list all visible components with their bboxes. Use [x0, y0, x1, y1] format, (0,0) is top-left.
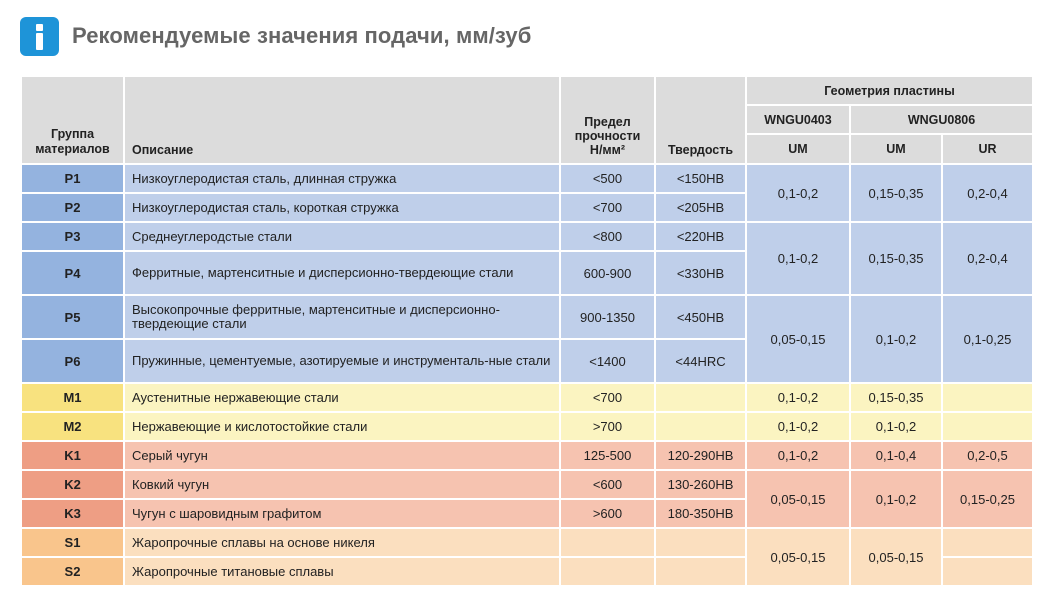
feed-um-0403: 0,1-0,2: [746, 412, 850, 441]
header-um-0806: UM: [850, 134, 942, 164]
feed-ur-0806: [942, 557, 1033, 586]
feed-um-0403: 0,05-0,15: [746, 528, 850, 586]
feed-ur-0806: [942, 412, 1033, 441]
group-code: S1: [21, 528, 124, 557]
feed-um-0806: 0,05-0,15: [850, 528, 942, 586]
feed-um-0806: 0,15-0,35: [850, 383, 942, 412]
feed-um-0403: 0,1-0,2: [746, 164, 850, 222]
material-description: Низкоуглеродистая сталь, длинная стружка: [124, 164, 560, 193]
header-strength: Предел прочности Н/мм²: [560, 76, 655, 164]
table-row: [21, 383, 1033, 412]
material-description: Ферритные, мартенситные и дисперсионно-твердеющие стали: [124, 251, 560, 295]
hardness-value: [655, 557, 746, 586]
info-icon: [20, 17, 59, 56]
material-description: Нержавеющие и кислотостойкие стали: [124, 412, 560, 441]
feed-ur-0806: 0,2-0,4: [942, 222, 1033, 295]
strength-value: 900-1350: [560, 295, 655, 339]
table-row: [21, 222, 1033, 251]
hardness-value: [655, 528, 746, 557]
hardness-value: [655, 412, 746, 441]
group-code: P5: [21, 295, 124, 339]
table-row: [21, 441, 1033, 470]
strength-value: <1400: [560, 339, 655, 383]
group-code: P6: [21, 339, 124, 383]
group-code: K2: [21, 470, 124, 499]
material-description: Серый чугун: [124, 441, 560, 470]
strength-value: 125-500: [560, 441, 655, 470]
feed-ur-0806: 0,2-0,4: [942, 164, 1033, 222]
hardness-value: <44HRC: [655, 339, 746, 383]
hardness-value: <330HB: [655, 251, 746, 295]
material-description: Чугун с шаровидным графитом: [124, 499, 560, 528]
header-wngu0403: WNGU0403: [746, 105, 850, 134]
group-code: M2: [21, 412, 124, 441]
feed-um-0403: 0,1-0,2: [746, 383, 850, 412]
feed-ur-0806: [942, 383, 1033, 412]
material-description: Жаропрочные сплавы на основе никеля: [124, 528, 560, 557]
strength-value: <600: [560, 470, 655, 499]
feed-ur-0806: [942, 528, 1033, 557]
feed-um-0806: 0,15-0,35: [850, 164, 942, 222]
header-hardness: Твердость: [655, 76, 746, 164]
table-row: [21, 412, 1033, 441]
header-ur-0806: UR: [942, 134, 1033, 164]
feed-ur-0806: 0,15-0,25: [942, 470, 1033, 528]
page-title: Рекомендуемые значения подачи, мм/зуб: [72, 23, 532, 48]
hardness-value: <150HB: [655, 164, 746, 193]
feed-um-0806: 0,1-0,2: [850, 470, 942, 528]
hardness-value: 120-290HB: [655, 441, 746, 470]
material-description: Среднеуглеродстые стали: [124, 222, 560, 251]
group-code: S2: [21, 557, 124, 586]
strength-value: <700: [560, 383, 655, 412]
feed-um-0403: 0,05-0,15: [746, 295, 850, 383]
hardness-value: <205HB: [655, 193, 746, 222]
hardness-value: <450HB: [655, 295, 746, 339]
header-insert-geometry: Геометрия пластины: [746, 76, 1033, 105]
feed-um-0806: 0,1-0,4: [850, 441, 942, 470]
feed-ur-0806: 0,1-0,25: [942, 295, 1033, 383]
page-header: [20, 16, 531, 56]
hardness-value: [655, 383, 746, 412]
group-code: P4: [21, 251, 124, 295]
group-code: K1: [21, 441, 124, 470]
hardness-value: 130-260HB: [655, 470, 746, 499]
group-code: P2: [21, 193, 124, 222]
material-description: Низкоуглеродистая сталь, короткая стружка: [124, 193, 560, 222]
group-code: M1: [21, 383, 124, 412]
material-description: Ковкий чугун: [124, 470, 560, 499]
group-code: P3: [21, 222, 124, 251]
strength-value: <800: [560, 222, 655, 251]
strength-value: >600: [560, 499, 655, 528]
strength-value: [560, 557, 655, 586]
material-description: Высокопрочные ферритные, мартенситные и дисперсионно-твердеющие стали: [124, 295, 560, 339]
header-description: Описание: [124, 76, 560, 164]
group-code: P1: [21, 164, 124, 193]
feed-um-0403: 0,05-0,15: [746, 470, 850, 528]
material-description: Жаропрочные титановые сплавы: [124, 557, 560, 586]
feed-um-0806: 0,1-0,2: [850, 412, 942, 441]
material-description: Пружинные, цементуемые, азотируемые и инструменталь-ные стали: [124, 339, 560, 383]
table-row: [21, 528, 1033, 557]
header-material-group: Группа материалов: [21, 76, 124, 164]
group-code: K3: [21, 499, 124, 528]
feed-ur-0806: 0,2-0,5: [942, 441, 1033, 470]
table-row: [21, 470, 1033, 499]
material-description: Аустенитные нержавеющие стали: [124, 383, 560, 412]
hardness-value: <220HB: [655, 222, 746, 251]
strength-value: <700: [560, 193, 655, 222]
feed-um-0806: 0,15-0,35: [850, 222, 942, 295]
table-row: [21, 295, 1033, 339]
strength-value: >700: [560, 412, 655, 441]
feed-um-0403: 0,1-0,2: [746, 222, 850, 295]
hardness-value: 180-350HB: [655, 499, 746, 528]
header-wngu0806: WNGU0806: [850, 105, 1033, 134]
table-row: [21, 164, 1033, 193]
feed-um-0403: 0,1-0,2: [746, 441, 850, 470]
feed-rate-table: [20, 75, 1034, 587]
strength-value: <500: [560, 164, 655, 193]
header-um-0403: UM: [746, 134, 850, 164]
strength-value: 600-900: [560, 251, 655, 295]
feed-um-0806: 0,1-0,2: [850, 295, 942, 383]
strength-value: [560, 528, 655, 557]
